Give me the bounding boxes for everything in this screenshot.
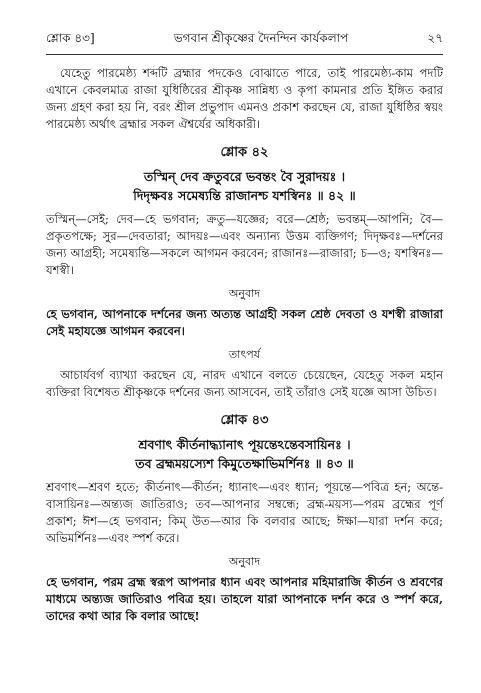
verse-43-synonyms: শ্রবণাৎ—শ্রবণ হতে; কীর্তনাৎ—কীর্তন; ধ্যানাৎ—এবং ধ্যান; পূয়ন্তে—পবিত্র হন; অন্তে-বাসায়িনঃ—অন্ত্যজ জাতিরাও; তব—আপনার সম্বন্ধে; ব্রহ্ম-ময়স্য—পরম ব্রহ্মের পূর্ণ প্রকাশ; ঈশ—হে ভগবান; কিম্ উত—আর কি বলবার আছে; ঈক্ষা—যারা দর্শন করে; অভিমর্শিনঃ—এবং স্পর্শ করে। <box>46 480 443 545</box>
header-chapter-title: ভগবান শ্রীকৃষ্ণের দৈনন্দিন কার্যকলাপ <box>173 31 349 45</box>
verse-42-synonyms: তস্মিন্—সেই; দেব—হে ভগবান; ক্রতু—যজ্ঞের; বরে—শ্রেষ্ঠ; ভবন্তম্—আপনি; বৈ—প্রকৃতপক্ষে; সুর—দেবতারা; আদয়ঃ—এবং অন্যান্য উত্তম ব্যক্তিগণ; দিদৃক্ষবঃ—দর্শনের জন্য আগ্রহী; সমেষ্যন্তি—সকলে আগমন করবেন; রাজানঃ—রাজারা; চ—ও; যশস্বিনঃ—যশস্বী। <box>46 212 443 277</box>
page-number: ২৭ <box>427 31 443 45</box>
verse-43-translation: হে ভগবান, পরম ব্রহ্ম স্বরূপ আপনার ধ্যান এবং আপনার মহিমারাজি কীর্তন ও শ্রবণের মাধ্যমে অন্ত্যজ জাতিরাও পবিত্র হয়। তাহলে যারা আপনাকে দর্শন করে ও স্পর্শ করে, তাদের কথা আর কি বলার আছে! <box>46 575 443 623</box>
header-verse-ref: শ্লোক ৪৩] <box>46 31 95 45</box>
verse-42-translation-label: অনুবাদ <box>228 287 261 300</box>
running-header <box>46 30 443 55</box>
verse-42-line-1: তস্মিন্ দেব ক্রতুবরে ভবন্তং বৈ সুরাদয়ঃ । <box>143 169 346 184</box>
verse-43-translation-label: অনুবাদ <box>228 555 261 568</box>
verse-42-purport-label: তাৎপর্য <box>228 348 261 361</box>
verse-42-heading: শ্লোক ৪২ <box>220 145 269 160</box>
verse-42-purport: আচার্যবর্গ ব্যাখ্যা করছেন যে, নারদ এখানে বলতে চেয়েছেন, যেহেতু সকল মহান ব্যক্তিরা বিশেষত শ্রীকৃষ্ণকে দর্শনের জন্য আসবেন, তাই তাঁরাও সেই যজ্ঞে আসা উচিত। <box>46 368 443 399</box>
verse-43-line-1: শ্রবণাৎ কীর্তনাদ্ধ্যানাৎ পূয়ন্তেঽন্তেবসায়িনঃ । <box>138 437 351 452</box>
verse-42-translation: হে ভগবান, আপনাকে দর্শনের জন্য অত্যন্ত আগ্রহী সকল শ্রেষ্ঠ দেবতা ও যশস্বী রাজারা সেই মহাযজ্ঞে আগমন করবেন। <box>46 307 443 338</box>
verse-43-line-2: তব ব্রহ্মময়স্যেশ কিমুতেক্ষাভিমর্শিনঃ ॥ ৪৩ ॥ <box>135 456 354 471</box>
verse-43-heading: শ্লোক ৪৩ <box>220 413 269 428</box>
verse-42-line-2: দিদৃক্ষবঃ সমেষ্যন্তি রাজানশ্চ যশস্বিনঃ ॥ ৪২ ॥ <box>133 188 356 203</box>
intro-paragraph: যেহেতু পারমেষ্ঠ্য শব্দটি ব্রহ্মার পদকেও বোঝাতে পারে, তাই পারমেষ্ঠ্য-কাম পদটি এখানে কেবলমাত্র রাজা যুধিষ্ঠিরের শ্রীকৃষ্ণ সান্নিধ্য ও কৃপা কামনার প্রতি ইঙ্গিত করার জন্য গ্রহণ করা হয় নি, বরং শ্রীল প্রভুপাদ এমনও প্রকাশ করছেন যে, রাজা যুধিষ্ঠির স্বয়ং পারমেষ্ঠ্য অর্থাৎ ব্রহ্মার সকল ঐশ্বর্যের অধিকারী। <box>46 66 443 131</box>
